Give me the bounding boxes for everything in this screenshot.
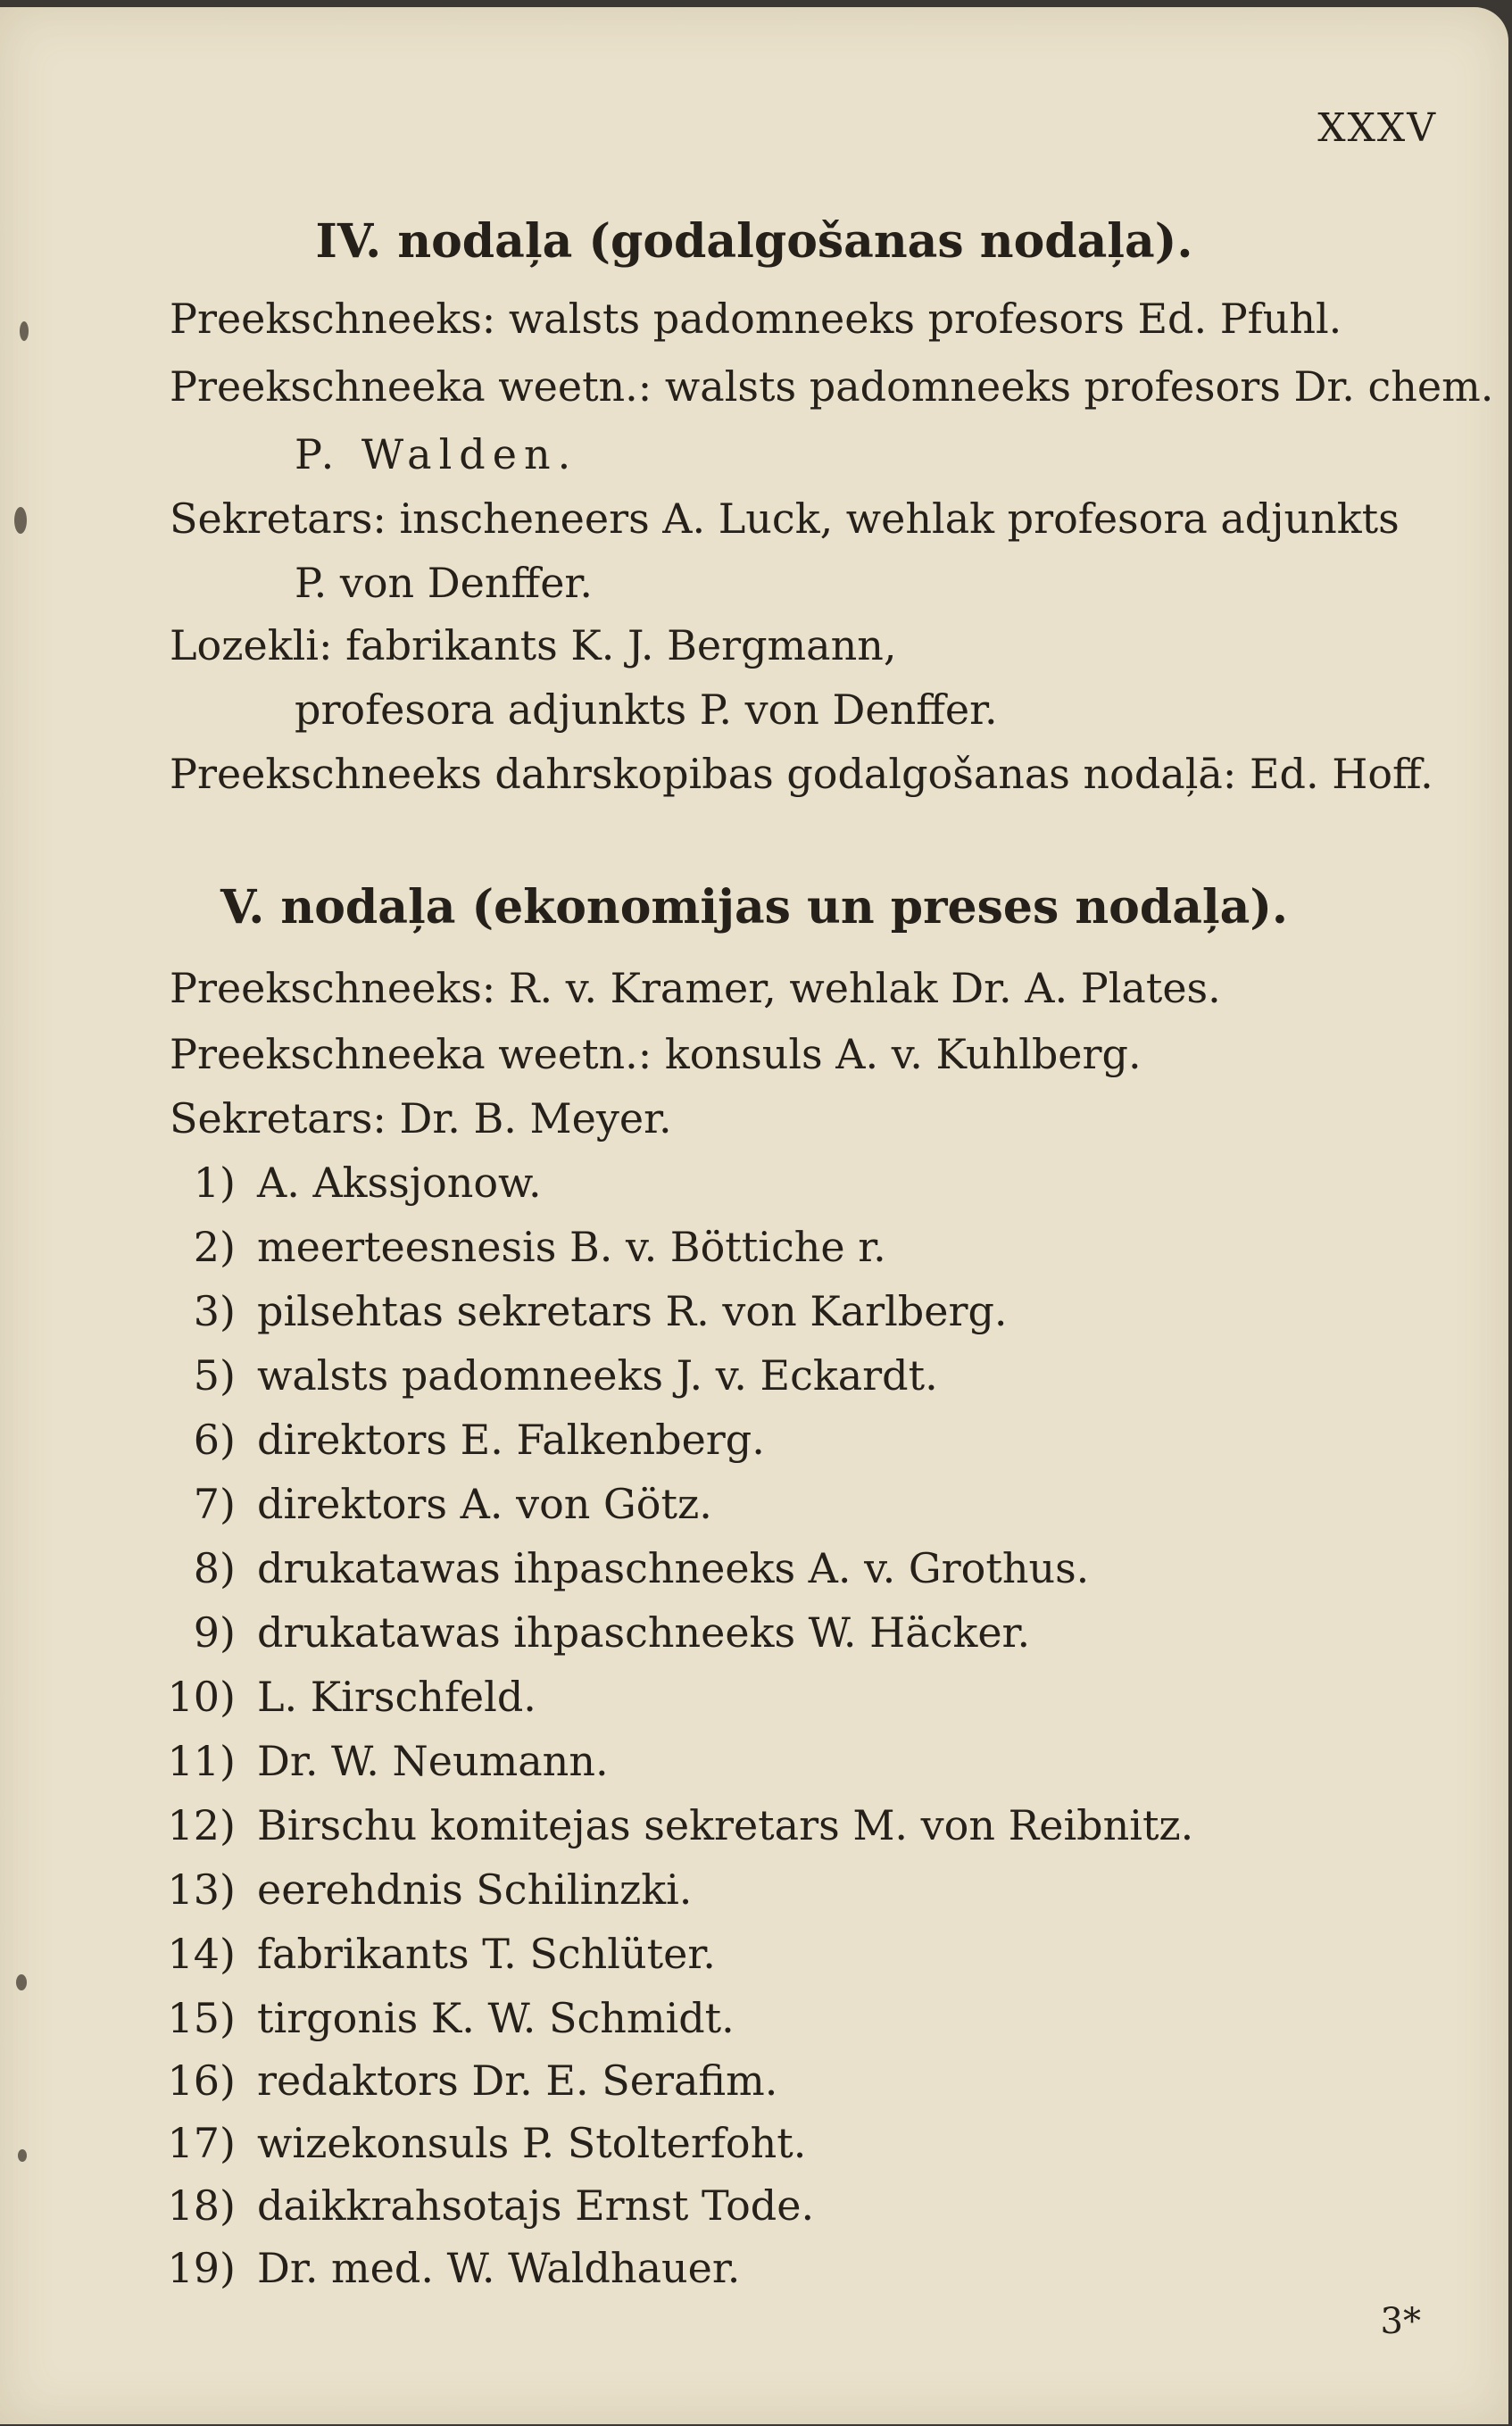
page-number: XXXV	[1317, 105, 1437, 151]
list-number: 5)	[193, 1351, 236, 1400]
list-item	[150, 1994, 735, 2042]
list-text: pilsehtas sekretars R. von Karlberg.	[257, 1287, 1008, 1335]
list-item	[150, 1544, 1089, 1592]
list-number: 3)	[193, 1287, 236, 1335]
list-text: meerteesnesis B. v. Böttiche r.	[257, 1223, 886, 1271]
list-item	[150, 1930, 716, 1978]
section-iv-line: Preekschneeka weetn.: walsts padomneeks profesors Dr. chem.	[170, 362, 1494, 411]
list-text: daikkrahsotajs Ernst Tode.	[257, 2181, 815, 2230]
list-text: Dr. W. Neumann.	[257, 1737, 609, 1785]
list-item	[150, 2119, 806, 2167]
paper-stain	[18, 2149, 27, 2162]
signature-mark: 3*	[1380, 2301, 1421, 2342]
list-text: eerehdnis Schilinzki.	[257, 1865, 693, 1914]
list-number: 15)	[167, 1994, 236, 2042]
list-text: wizekonsuls P. Stolterfoht.	[257, 2119, 807, 2167]
list-text: walsts padomneeks J. v. Eckardt.	[257, 1351, 938, 1400]
section-v-line: Sekretars: Dr. B. Meyer.	[170, 1094, 672, 1142]
list-item	[150, 1416, 765, 1464]
list-text: A. Akssjonow.	[257, 1159, 542, 1207]
list-number: 12)	[167, 1801, 236, 1849]
section-iv-line: P. von Denffer.	[295, 559, 593, 607]
list-number: 11)	[167, 1737, 236, 1785]
section-iv-line: Lozekli: fabrikants K. J. Bergmann,	[170, 621, 897, 669]
list-text: Dr. med. W. Waldhauer.	[257, 2244, 741, 2292]
list-item	[150, 1801, 1193, 1849]
section-iv-line: Preekschneeks: walsts padomneeks profesors Ed. Pfuhl.	[170, 295, 1342, 343]
section-iv-line: Sekretars: inscheneers A. Luck, wehlak profesora adjunkts	[170, 494, 1400, 543]
list-item	[150, 1287, 1008, 1335]
list-item	[150, 1480, 712, 1528]
list-item	[150, 1608, 1030, 1657]
section-v-line: Preekschneeks: R. v. Kramer, wehlak Dr. A. Plates.	[170, 964, 1221, 1012]
list-number: 7)	[193, 1480, 236, 1528]
list-number: 14)	[167, 1930, 236, 1978]
list-text: direktors A. von Götz.	[257, 1480, 712, 1528]
list-number: 6)	[193, 1416, 236, 1464]
list-number: 1)	[193, 1159, 236, 1207]
list-number: 13)	[167, 1865, 236, 1914]
list-text: direktors E. Falkenberg.	[257, 1416, 765, 1464]
list-number: 18)	[167, 2181, 236, 2230]
paper-stain	[16, 1974, 27, 1990]
list-item	[150, 1673, 536, 1721]
list-text: L. Kirschfeld.	[257, 1673, 536, 1721]
list-number: 2)	[193, 1223, 236, 1271]
list-number: 19)	[167, 2244, 236, 2292]
list-text: redaktors Dr. E. Serafim.	[257, 2056, 778, 2105]
paper-stain	[20, 321, 29, 341]
section-v-title: V. nodaļa (ekonomijas un preses nodaļa).	[220, 880, 1289, 935]
list-text: Birschu komitejas sekretars M. von Reibnitz.	[257, 1801, 1194, 1849]
list-number: 9)	[193, 1608, 236, 1657]
list-number: 16)	[167, 2056, 236, 2105]
list-number: 17)	[167, 2119, 236, 2167]
list-item	[150, 1737, 609, 1785]
list-item	[150, 2056, 777, 2105]
list-number: 10)	[167, 1673, 236, 1721]
list-item	[150, 1865, 692, 1914]
section-iv-line: profesora adjunkts P. von Denffer.	[295, 685, 998, 734]
paper-stain	[14, 507, 27, 534]
list-item	[150, 1351, 938, 1400]
list-text: drukatawas ihpaschneeks A. v. Grothus.	[257, 1544, 1090, 1592]
list-text: fabrikants T. Schlüter.	[257, 1930, 716, 1978]
section-iv-line: P. Walden.	[295, 430, 578, 478]
list-text: tirgonis K. W. Schmidt.	[257, 1994, 735, 2042]
document-page	[0, 7, 1508, 2424]
section-iv-title: IV. nodaļa (godalgošanas nodaļa).	[315, 214, 1193, 269]
section-iv-line: Preekschneeks dahrskopibas godalgošanas nodaļā: Ed. Hoff.	[170, 750, 1433, 798]
list-number: 8)	[193, 1544, 236, 1592]
list-item	[150, 2181, 814, 2230]
list-item	[150, 2244, 740, 2292]
list-item	[150, 1159, 542, 1207]
list-item	[150, 1223, 886, 1271]
section-v-line: Preekschneeka weetn.: konsuls A. v. Kuhlberg.	[170, 1030, 1142, 1078]
list-text: drukatawas ihpaschneeks W. Häcker.	[257, 1608, 1031, 1657]
